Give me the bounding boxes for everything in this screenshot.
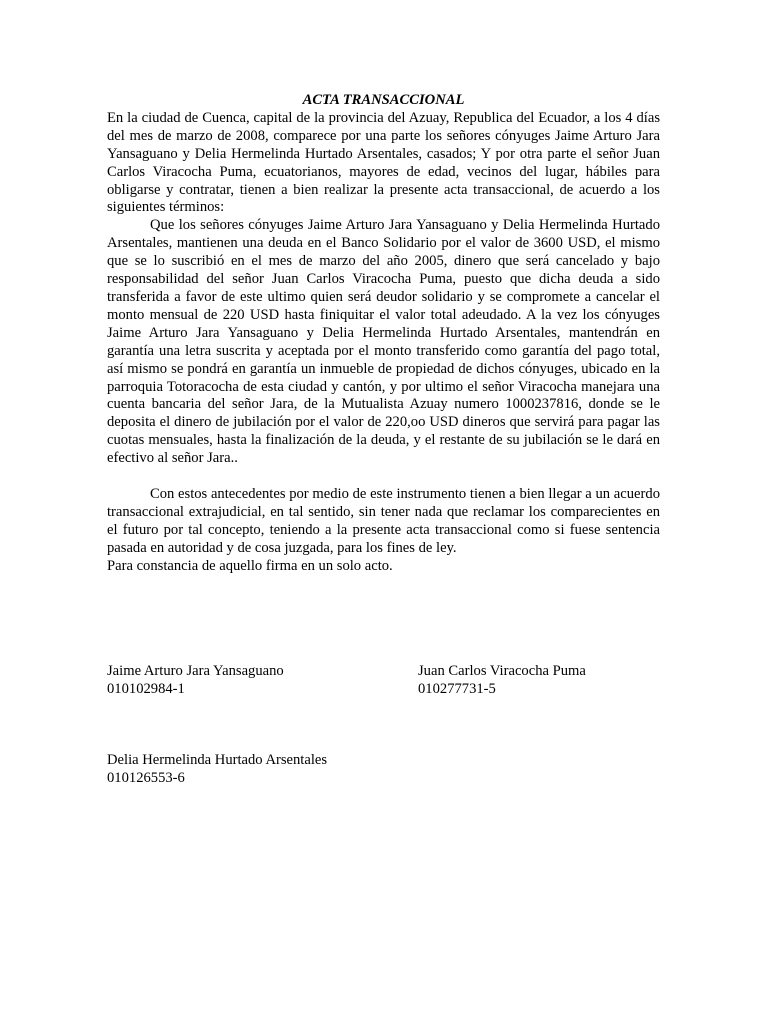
signatory-id: 010126553-6 xyxy=(107,769,185,786)
paragraph-spacer xyxy=(107,468,660,486)
signatory-2 xyxy=(418,663,586,699)
signatory-1 xyxy=(107,663,284,699)
signatory-name: Delia Hermelinda Hurtado Arsentales xyxy=(107,752,328,768)
signatory-name: Jaime Arturo Jara Yansaguano xyxy=(107,663,284,679)
signatory-id: 010277731-5 xyxy=(418,680,496,697)
terms-paragraph: Que los señores cónyuges Jaime Arturo Jara Yansaguano y Delia Hermelinda Hurtado Arsentales, mantienen una deuda en el Banco Solidario por el valor de 3600 USD, el mismo que se lo suscribió en el mes de marzo del año 2005, dinero que será cancelado y bajo responsabilidad del señor Juan Carlos Viracocha Puma, puesto que dicha deuda a sido transferida a favor de este ultimo quien será deudor solidario y se compromete a cancelar el monto mensual de 220 USD hasta finiquitar el valor total adeudado. A la vez los cónyuges Jaime Arturo Jara Yansaguano y Delia Hermelinda Hurtado Arsentales, mantendrán en garantía una letra suscrita y aceptada por el monto transferido como garantía del pago total, así mismo se pondrá en garantía un inmueble de propiedad de dichos cónyuges, ubicado en la parroquia Totoracocha de esta ciudad y cantón, y por ultimo el señor Viracocha manejara una cuenta bancaria del señor Jara, de la Mutualista Azuay numero 1000237816, donde se le deposita el dinero de jubilación por el valor de 220,oo USD dineros que servirá para pagar las cuotas mensuales, hasta la finalización de la deuda, y el restante de su jubilación se le dará en efectivo al señor Jara.. xyxy=(107,217,660,467)
signatory-3 xyxy=(107,752,327,788)
document-title: ACTA TRANSACCIONAL xyxy=(302,92,465,108)
signatory-id: 010102984-1 xyxy=(107,680,185,697)
closing-statement: Para constancia de aquello firma en un solo acto. xyxy=(107,557,393,574)
conclusion-paragraph: Con estos antecedentes por medio de este instrumento tienen a bien llegar a un acuerdo transaccional extrajudicial, en tal sentido, sin tener nada que reclamar los comparecientes en el futuro por tal concepto, teniendo a la presente acta transaccional como si fuese sentencia pasada en autoridad y de cosa juzgada, para los fines de ley. xyxy=(107,485,660,556)
intro-paragraph: En la ciudad de Cuenca, capital de la provincia del Azuay, Republica del Ecuador, a los 4 días del mes de marzo de 2008, comparece por una parte los señores cónyuges Jaime Arturo Jara Yansaguano y Delia Hermelinda Hurtado Arsentales, casados; Y por otra parte el señor Juan Carlos Viracocha Puma, ecuatorianos, mayores de edad, vecinos del lugar, hábiles para obligarse y contratar, tienen a bien realizar la presente acta transaccional, de acuerdo a los siguientes términos: xyxy=(107,109,660,216)
document-body xyxy=(107,92,660,575)
signatory-name: Juan Carlos Viracocha Puma xyxy=(418,663,586,679)
